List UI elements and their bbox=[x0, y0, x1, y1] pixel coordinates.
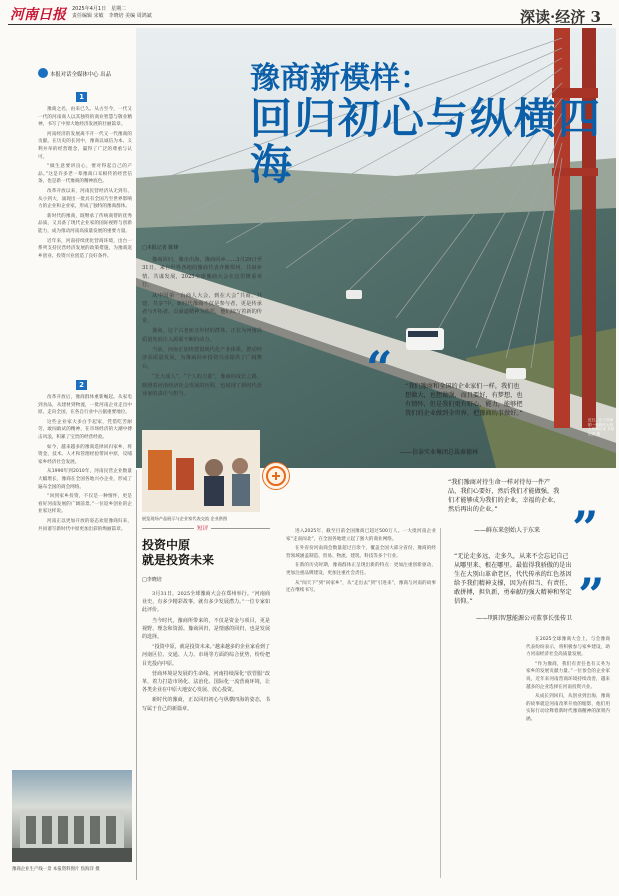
short-comment-title-line1: 投资中原 bbox=[142, 538, 191, 552]
product-exhibit-photo bbox=[142, 430, 260, 512]
paragraph: 3月31日，2025全球豫商大会在郑州举行。“河南商业史，有多少精彩故事，就有多少发展潜力。”一位专家如此评价。 bbox=[142, 591, 270, 614]
paragraph: 这些企业家大多白手起家，凭借吃苦耐劳、敢闯敢试的精神，在市场经济的大潮中搏击风浪，积累了宝贵的经营经验。 bbox=[38, 419, 132, 440]
factory-photo-caption: 豫商企业生产线一景 本报资料图片 焦海洋 摄 bbox=[12, 867, 100, 872]
hero-title-line2: 回归初心与纵横四海 bbox=[250, 94, 603, 189]
short-comment-label: 短评 bbox=[194, 524, 211, 532]
quote-3-source: ——明阳智慧能源公司董事长张传卫 bbox=[476, 615, 573, 622]
short-comment-title bbox=[142, 538, 214, 568]
paragraph: 河南经济的发展离不开一代又一代豫商的贡献。在历史的长河中，豫商以诚信为本、义利并举的经营理念，赢得了广泛的尊重与认可。 bbox=[38, 131, 132, 160]
column-divider bbox=[136, 470, 137, 880]
short-comment-byline: □李晓培 bbox=[142, 577, 162, 583]
exhibit-illustration bbox=[142, 430, 260, 512]
paragraph: 新时代的豫商，正以回归初心与纵横四海的姿态，书写属于自己的新篇章。 bbox=[142, 697, 270, 712]
paragraph: 改革开放以来，河南民营经济从无到有、从小到大，涌现出一批具有全国乃至世界影响力的企业和企业家，形成了独特的豫商群体。 bbox=[38, 188, 132, 210]
factory-photo bbox=[12, 770, 132, 862]
paragraph: “长大成人”，“个人的力量”，豫商的成长之路，映照着河南经济社会发展的历程，也展现了新时代企业家的责任与担当。 bbox=[142, 374, 262, 398]
newspaper-logo: 河南日报 bbox=[10, 7, 66, 23]
quote-mark-3: ” bbox=[578, 568, 605, 622]
section-title: 深读·经济 3 bbox=[520, 8, 601, 26]
sidebar-section-1 bbox=[38, 106, 132, 262]
sidebar-tag: 本报对话全媒体中心 出品 bbox=[50, 72, 112, 78]
section-number-1: 1 bbox=[76, 92, 87, 102]
quote-1-source: ——信泰实业集团总裁秦德林 bbox=[400, 449, 479, 456]
paragraph: 从成长到回归，从创业到出海，豫商的故事就是河南改革开放的缩影，他们用实际行动诠释着新时代豫商精神的深刻内涵。 bbox=[526, 694, 610, 722]
right-column-divider bbox=[440, 528, 441, 878]
far-right-body bbox=[526, 636, 610, 726]
short-comment-body bbox=[142, 590, 270, 715]
sidebar-section-2 bbox=[38, 394, 132, 535]
photo-caption: 近日，位于河南的一座跨河大桥上车辆往来 本报记者 摄 bbox=[588, 418, 615, 436]
interview-body bbox=[142, 256, 262, 401]
section-number-2: 2 bbox=[76, 380, 87, 390]
paragraph: “做生意要讲良心，要对得起自己的产品。”这是许多老一辈豫商口耳相传的经营信条，也是新一代豫商的精神底色。 bbox=[38, 164, 132, 185]
paragraph: 近年来，河南持续优化营商环境，出台一系列支持民营经济发展的政策措施，为豫商返乡创业、投资兴业创造了良好条件。 bbox=[38, 238, 132, 259]
paragraph: “回到家乡投资，不仅是一种情怀，更是看好河南发展的广阔前景。”一位返乡创业的企业家这样说。 bbox=[38, 494, 132, 515]
factory-illustration bbox=[12, 770, 132, 862]
interview-byline: □本报记者 陈锋 bbox=[142, 245, 179, 251]
quote-mark-1: “ bbox=[366, 341, 393, 395]
exhibit-caption: 展览现场产品展示与企业家代表交流 企业供图 bbox=[142, 516, 228, 521]
quote-1-text: “我们豫商和全国的企业家们一样，我们也想做大，也想做强，而且要好，有梦想，也有情怀，但是我们更有野心、能力，能够把我们的企业做到全世界，把豫商的事做好。” bbox=[405, 383, 523, 417]
paragraph: 豫商回归，豫企出海，豫商回乡……3月29日至31日，来自世界各地的豫商代表齐聚郑州，共叙乡情、共谋发展，2025全球豫商大会在这里隆重举行。 bbox=[142, 257, 262, 289]
paragraph: 新时代的豫商，既继承了传统商帮的优秀品质，又具备了现代企业家的国际视野与创新能力，成为推动河南高质量发展的重要力量。 bbox=[38, 213, 132, 234]
paragraph: “投资中原，就是投资未来。”越来越多的企业家看到了河南区位、交通、人力、市场等方面的综合优势，纷纷把目光投向中原。 bbox=[142, 644, 270, 667]
paragraph: 从1990年到2010年，河南民营企业数量大幅增长，豫商在全国各地兴办企业，形成了遍布全国的商会网络。 bbox=[38, 469, 132, 490]
media-center-icon bbox=[38, 68, 48, 78]
header-rule bbox=[8, 24, 612, 25]
paragraph: 营商环境是发展的生命线。河南持续深化“放管服”改革，着力打造市场化、法治化、国际化一流营商环境，让各类企业在中原大地安心发展、放心投资。 bbox=[142, 670, 270, 694]
paragraph: 如今，越来越多的豫商选择回归家乡，将资金、技术、人才和管理经验带回中原，反哺家乡经济社会发展。 bbox=[38, 444, 132, 465]
paragraph: 在2025全球豫商大会上，与会豫商代表纷纷表示，将积极参与家乡建设，助力河南经济社会高质量发展。 bbox=[526, 637, 610, 658]
issue-date: 2025年4月1日 星期二 bbox=[72, 6, 127, 12]
paragraph: 豫商之名，由来已久。从古至今，一代又一代的河南商人以其独特的商业智慧与敬业精神，书写了中原大地经济发展的壮丽篇章。 bbox=[38, 107, 132, 128]
short-comment-title-line2: 就是投资未来 bbox=[142, 553, 215, 567]
brand-seal-icon bbox=[262, 462, 290, 490]
paragraph: “作为豫商，我们有责任也有义务为家乡的发展贡献力量。”一位参会的企业家说，近年来河南营商环境持续改善，越来越多的企业选择在河南投资兴业。 bbox=[526, 661, 610, 690]
right-column-body bbox=[286, 528, 436, 597]
paragraph: 当前，河南正加快建设现代化产业体系，推动经济高质量发展，为豫商回乡投资兴业提供了广阔舞台。 bbox=[142, 347, 262, 370]
paragraph: 在外省份河南商会数量超过百余个，覆盖全国大部分省份，豫商的经营领域涵盖制造、贸易、物流、建筑、科技等多个行业。 bbox=[286, 546, 436, 559]
quote-2-text: “我们豫商对待生命一样对待每一件产品，我们心要好，然后我们才能做强，我们才能够成为我们的企业，幸福的企业，然后再出的企业。” bbox=[448, 479, 560, 513]
editors-line: 责任编辑 宋敏 李晓培 美编 周鸿斌 bbox=[72, 13, 152, 19]
paragraph: 河南正以更加开放的姿态欢迎豫商归来，共同谱写新时代中原更加出彩的绚丽篇章。 bbox=[38, 518, 132, 532]
paragraph: 从“闯天下”到“回家乡”，从“走出去”到“引进来”，豫商与河南的故事还在继续书写。 bbox=[286, 580, 436, 594]
paragraph: 改革开放后，豫商群体重新崛起。从家电到食品，从建材到物流，一批河南企业走出中原、走向全国，在各自行业中占据重要地位。 bbox=[38, 395, 132, 416]
paragraph: 从中国第一台商人大会，到在大会“共商、共建、共享”中，新时代豫商不仅是参与者，更是传承者与开拓者。以商道精神为依托，他们续写着新的传奇。 bbox=[142, 292, 262, 324]
paragraph: 当今时代，豫商所带来的，不仅是资金与项目，更是视野、理念和资源。豫商回归，是情感的回归，也是发展的选择。 bbox=[142, 617, 270, 641]
hero-title-line1: 豫商新模样： bbox=[250, 61, 430, 96]
quote-3-text: “无论走多远，走多久，从来不会忘记自己从哪里来、根在哪里。最值得我骄傲的是出生在大别山革命老区，代代传承的红色基因给予我们精神支撑，因为有担当、有责任、敢拼搏，担负新，勇奉献的强大精神和坚定信仰。” bbox=[454, 553, 572, 605]
paragraph: 进入2025年，截至目前全国豫商已超过500万人。一大批河南企业家“走南闯北”，在全国各地建立起了强大的商业网络。 bbox=[286, 529, 436, 542]
quote-mark-2: ” bbox=[572, 501, 599, 555]
paragraph: 豫商，这个古老而又年轻的群体，正在为河南高质量发展注入源源不断的动力。 bbox=[142, 328, 262, 343]
quote-2-source: ——鲜东来创始人于东来 bbox=[474, 527, 541, 534]
paragraph: 在新的历史时期，豫商群体正呈现出新的特点：更加注重创新驱动，更加注重品牌建设，更加注重社会责任。 bbox=[286, 563, 436, 576]
